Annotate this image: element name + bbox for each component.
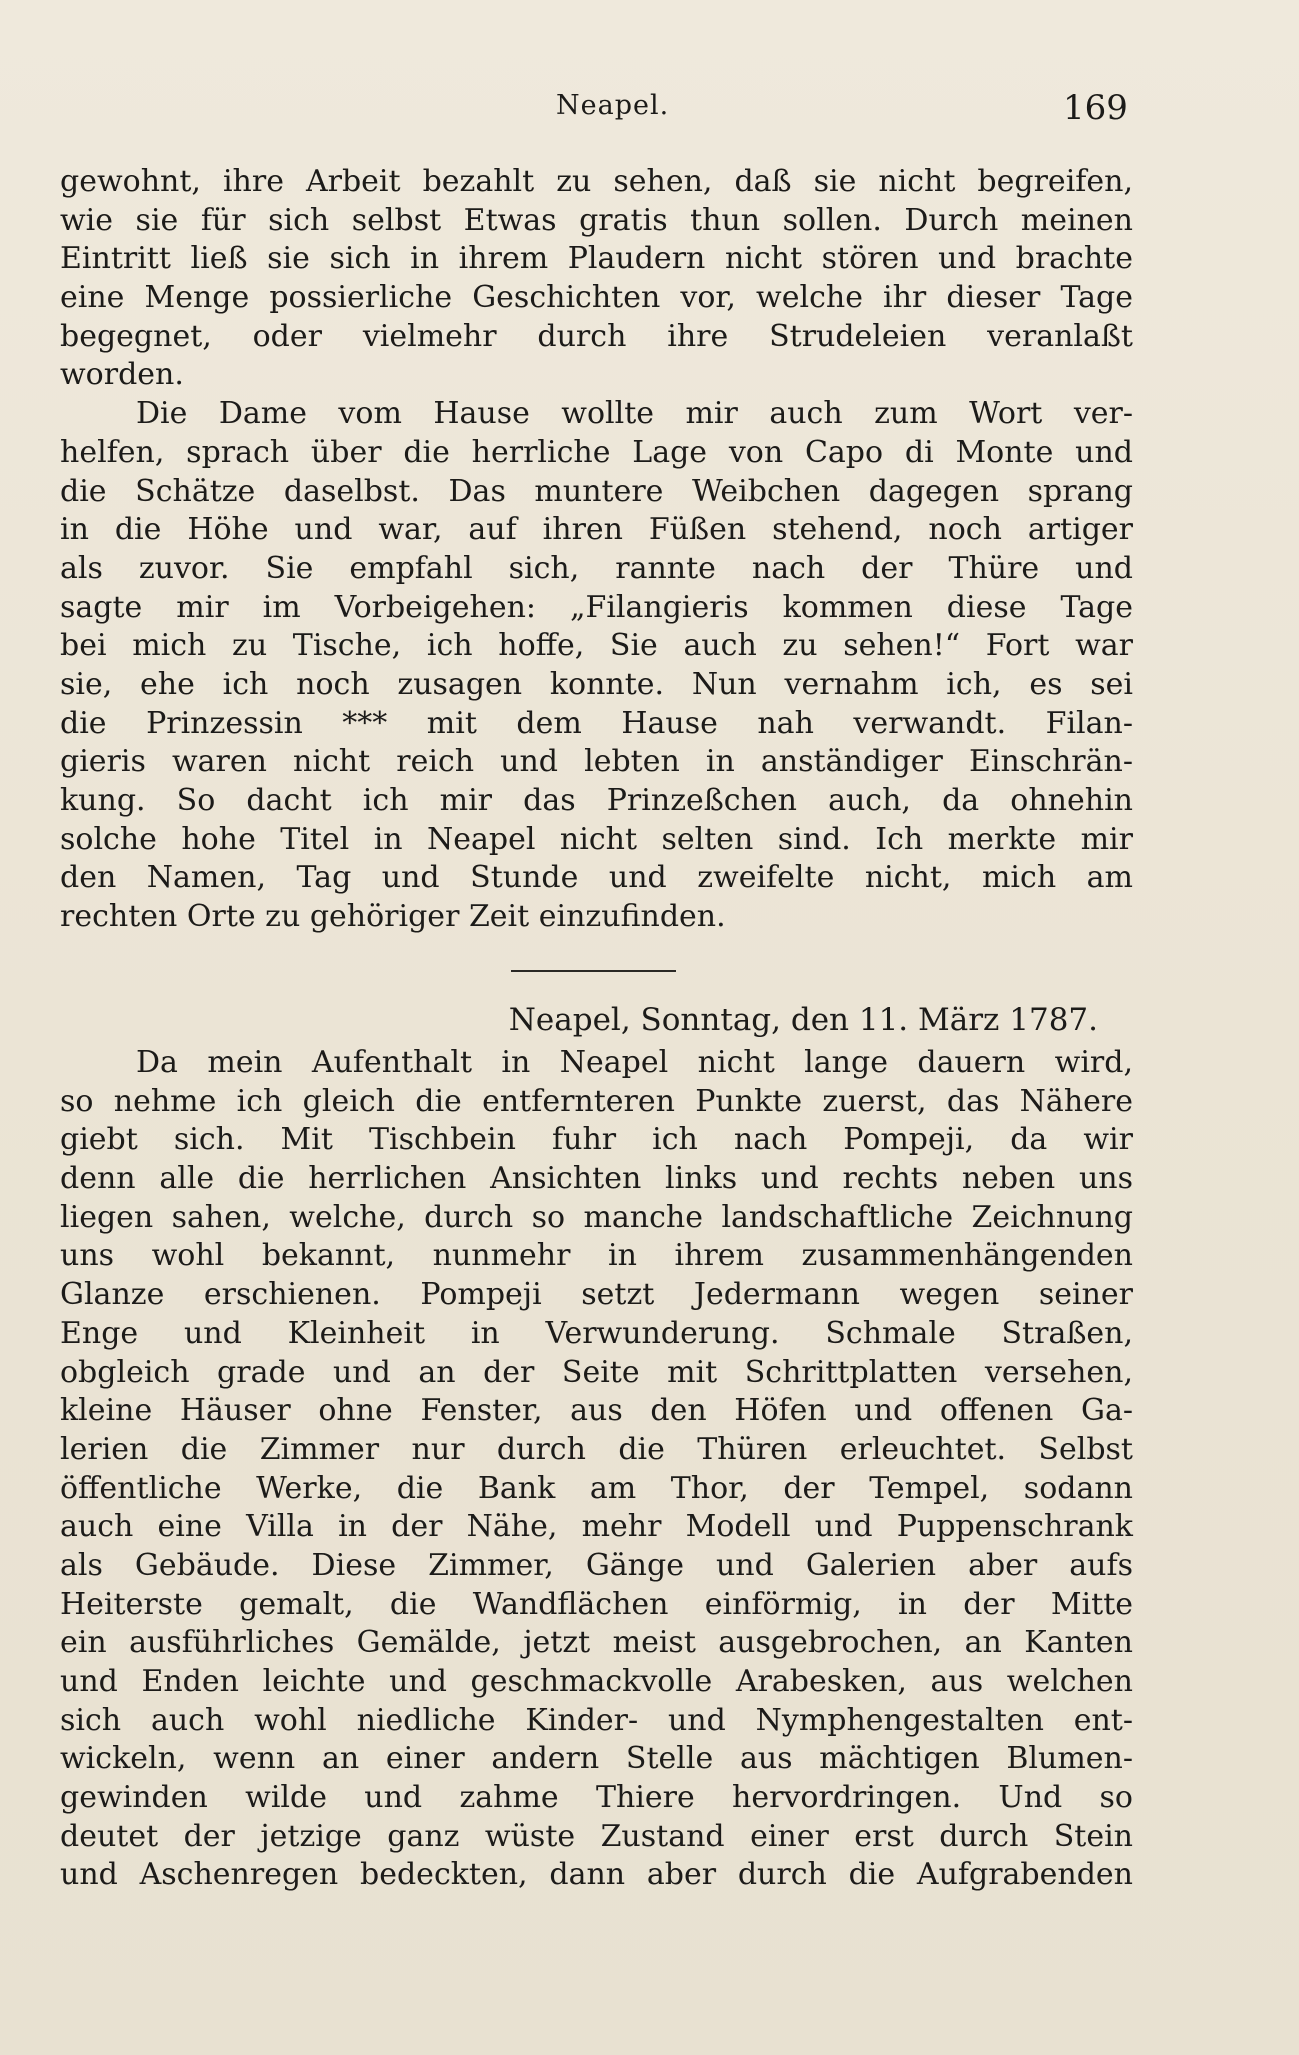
text-line: und Enden leichte und geschmackvolle Arabesken, aus welchen <box>60 1664 1133 1699</box>
text-line: giebt sich. Mit Tischbein fuhr ich nach Pompeji, da wir <box>60 1122 1133 1158</box>
text-line: den Namen, Tag und Stunde und zweifelte nicht, mich am <box>60 860 1133 896</box>
text-line: rechten Orte zu gehöriger Zeit einzufinden. <box>60 899 726 935</box>
text-line: denn alle die herrlichen Ansichten links und rechts neben uns <box>60 1161 1133 1197</box>
text-line: öffentliche Werke, die Bank am Thor, der Tempel, sodann <box>60 1470 1133 1506</box>
text-block-second <box>60 1044 1133 1895</box>
text-line: Da mein Aufenthalt in Neapel nicht lange dauern wird, <box>136 1045 1133 1080</box>
text-line: auch eine Villa in der Nähe, mehr Modell und Puppenschrank <box>60 1509 1133 1545</box>
text-line: sagte mir im Vorbeigehen: „Filangieris kommen diese Tage <box>60 589 1133 625</box>
text-line: liegen sahen, welche, durch so manche landschaftliche Zeichnung <box>60 1199 1133 1235</box>
text-line: wickeln, wenn an einer andern Stelle aus mächtigen Blumen- <box>60 1741 1133 1777</box>
text-line: sich auch wohl niedliche Kinder- und Nymphengestalten ent- <box>60 1702 1133 1738</box>
text-line: und Aschenregen bedeckten, dann aber durch die Aufgrabenden <box>60 1857 1133 1893</box>
text-line: lerien die Zimmer nur durch die Thüren erleuchtet. Selbst <box>60 1431 1133 1467</box>
text-block-first <box>60 163 1133 937</box>
running-head <box>0 88 1299 138</box>
text-line: wie sie für sich selbst Etwas gratis thun sollen. Durch meinen <box>60 202 1133 238</box>
text-line: sie, ehe ich noch zusagen konnte. Nun vernahm ich, es sei <box>60 666 1133 702</box>
text-line: gewohnt, ihre Arbeit bezahlt zu sehen, daß sie nicht begreifen, <box>60 164 1133 199</box>
text-line: gieris waren nicht reich und lebten in anständiger Einschrän- <box>60 744 1133 780</box>
running-title: Neapel. <box>556 90 670 121</box>
text-line: solche hohe Titel in Neapel nicht selten sind. Ich merkte mir <box>60 821 1133 857</box>
text-line: die Schätze daselbst. Das muntere Weibchen dagegen sprang <box>60 473 1133 509</box>
text-line: Heiterste gemalt, die Wandflächen einförmig, in der Mitte <box>60 1586 1133 1622</box>
page-number: 169 <box>1063 88 1128 128</box>
text-line: Die Dame vom Hause wollte mir auch zum Wort ver- <box>136 396 1133 432</box>
text-line: helfen, sprach über die herrliche Lage von Capo di Monte und <box>60 434 1133 470</box>
text-line: kleine Häuser ohne Fenster, aus den Höfen und offenen Ga- <box>60 1393 1133 1429</box>
text-line: Enge und Kleinheit in Verwunderung. Schmale Straßen, <box>60 1315 1133 1351</box>
text-line: bei mich zu Tische, ich hoffe, Sie auch zu sehen!“ Fort war <box>60 628 1133 664</box>
text-line: obgleich grade und an der Seite mit Schrittplatten versehen, <box>60 1354 1133 1390</box>
text-line: eine Menge possierliche Geschichten vor, welche ihr dieser Tage <box>60 280 1133 316</box>
text-line: kung. So dacht ich mir das Prinzeßchen auch, da ohnehin <box>60 783 1133 818</box>
text-line: Glanze erschienen. Pompeji setzt Jedermann wegen seiner <box>60 1277 1133 1313</box>
text-line: so nehme ich gleich die entfernteren Punkte zuerst, das Nähere <box>60 1083 1133 1119</box>
text-line: in die Höhe und war, auf ihren Füßen stehend, noch artiger <box>60 512 1133 548</box>
text-line: deutet der jetzige ganz wüste Zustand einer erst durch Stein <box>60 1818 1133 1854</box>
text-line: ein ausführliches Gemälde, jetzt meist ausgebrochen, an Kanten <box>60 1625 1133 1661</box>
section-divider <box>511 970 676 972</box>
text-line: gewinden wilde und zahme Thiere hervordringen. Und so <box>60 1780 1133 1816</box>
dateline: Neapel, Sonntag, den 11. März 1787. <box>508 1002 1098 1038</box>
text-line: Eintritt ließ sie sich in ihrem Plaudern nicht stören und brachte <box>60 241 1133 277</box>
text-line: die Prinzessin *** mit dem Hause nah verwandt. Filan- <box>60 705 1133 741</box>
text-line: worden. <box>60 357 184 393</box>
text-line: uns wohl bekannt, nunmehr in ihrem zusammenhängenden <box>60 1238 1133 1274</box>
text-line: als Gebäude. Diese Zimmer, Gänge und Galerien aber aufs <box>60 1547 1133 1583</box>
text-line: als zuvor. Sie empfahl sich, rannte nach der Thüre und <box>60 550 1133 586</box>
text-line: begegnet, oder vielmehr durch ihre Strudeleien veranlaßt <box>60 318 1133 354</box>
